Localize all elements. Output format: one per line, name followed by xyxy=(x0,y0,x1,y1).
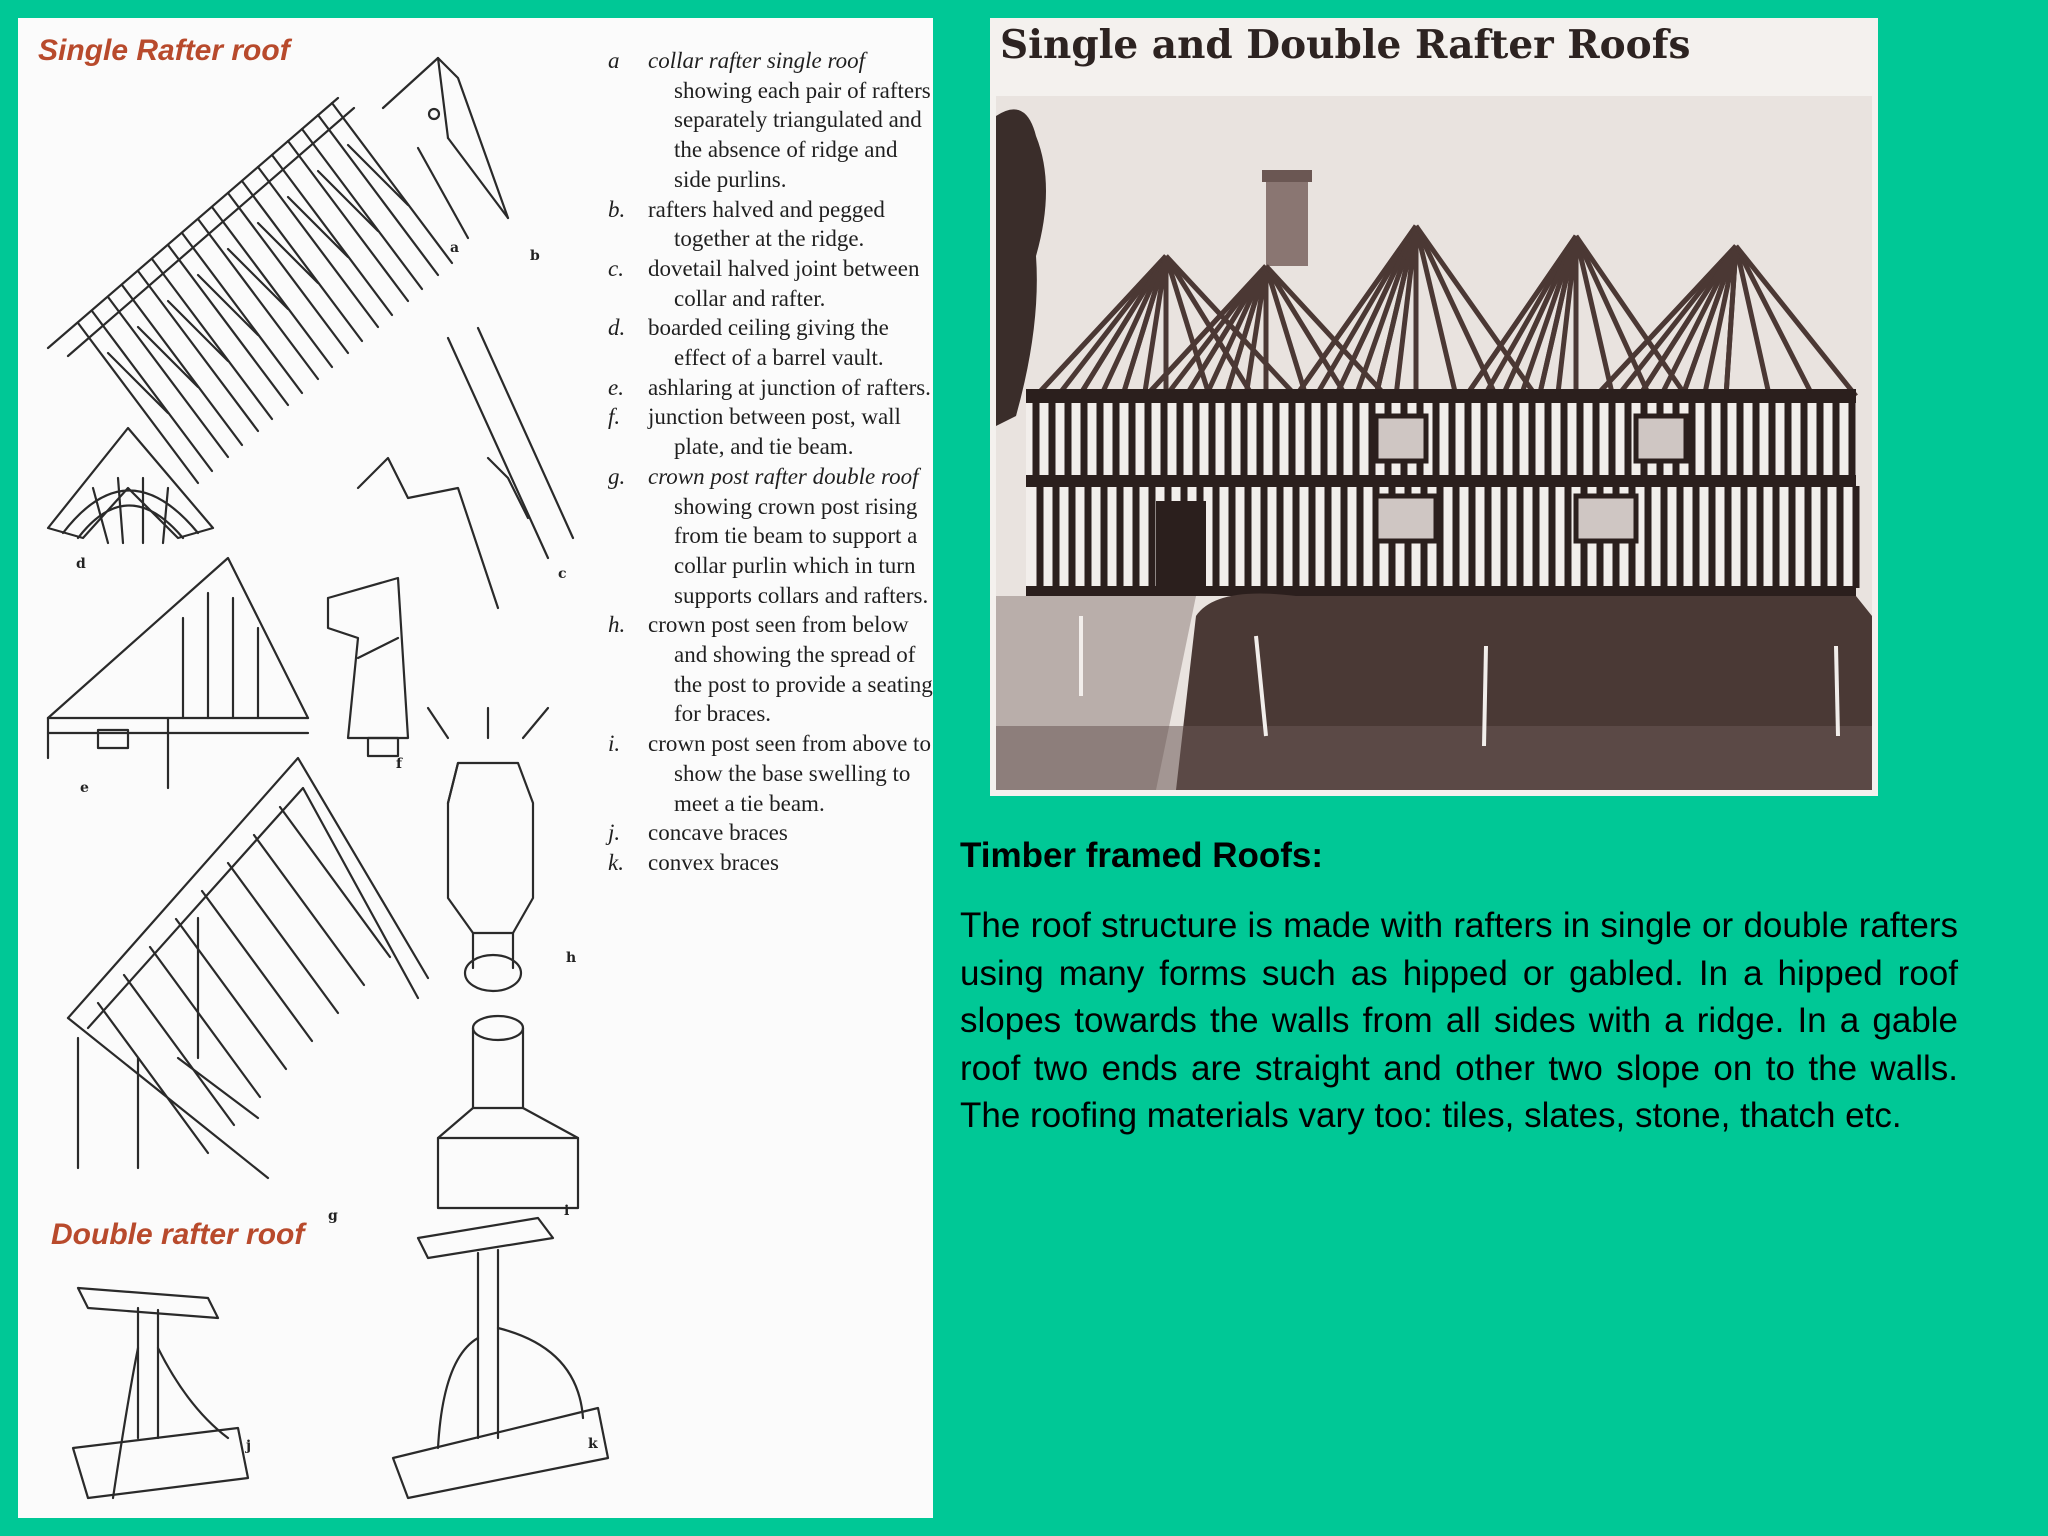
legend-key: k. xyxy=(608,849,624,875)
figure-letter-c: c xyxy=(558,566,567,582)
legend-description: convex braces xyxy=(648,849,779,875)
figure-d-boarded-ceiling xyxy=(48,428,213,543)
legend-text xyxy=(648,46,933,195)
legend-item xyxy=(608,610,933,729)
figure-k-convex-braces xyxy=(393,1218,608,1498)
section-title: Timber framed Roofs: xyxy=(960,836,1324,875)
window xyxy=(1636,416,1686,461)
legend-text xyxy=(648,195,933,254)
photo-frame xyxy=(990,18,1878,796)
legend-item xyxy=(608,373,933,403)
figure-e-ashlaring xyxy=(48,558,308,788)
timber-house-photo xyxy=(996,96,1872,790)
legend-description: showing each pair of rafters separately triangulated and the absence of ridge and side purlins. xyxy=(674,77,931,192)
chimney xyxy=(1266,176,1308,266)
figure-f-post-junction xyxy=(328,578,408,756)
single-rafter-roof-heading: Single Rafter roof xyxy=(38,34,290,67)
legend-text xyxy=(648,729,933,818)
window xyxy=(1376,416,1426,461)
legend-key: g. xyxy=(608,463,626,489)
legend-description: rafters halved and pegged together at the ridge. xyxy=(648,196,885,252)
legend-item xyxy=(608,313,933,372)
figure-g-crown-post-roof xyxy=(68,758,428,1178)
figure-letter-e: e xyxy=(80,780,89,796)
figure-letter-j: j xyxy=(246,1438,252,1454)
legend-text xyxy=(648,610,933,729)
legend-description: showing crown post rising from tie beam to support a collar purlin which in turn supports collars and rafters. xyxy=(674,493,929,608)
window xyxy=(1576,496,1636,541)
figure-letter-k: k xyxy=(588,1436,598,1452)
photo-title: Single and Double Rafter Roofs xyxy=(1000,22,1691,68)
legend-description: crown post seen from above to show the base swelling to meet a tie beam. xyxy=(648,731,931,816)
legend-key: e. xyxy=(608,374,624,400)
figure-letter-h: h xyxy=(566,950,577,966)
figure-letter-i: i xyxy=(564,1203,570,1219)
figure-a-collar-rafter-roof xyxy=(48,98,452,483)
legend-emphasis: collar rafter single roof xyxy=(648,48,866,73)
legend-text xyxy=(648,313,933,372)
rafter-illustration-plate xyxy=(18,18,933,1518)
legend-key: d. xyxy=(608,315,626,341)
figure-legend xyxy=(608,46,933,878)
legend-description: crown post seen from below and showing the spread of the post to provide a seating for braces. xyxy=(648,612,933,727)
legend-key: j. xyxy=(608,820,621,846)
figure-j-concave-braces xyxy=(73,1288,248,1498)
legend-text xyxy=(648,373,933,403)
legend-item xyxy=(608,818,933,848)
legend-item xyxy=(608,729,933,818)
legend-key: i. xyxy=(608,731,621,757)
legend-description: junction between post, wall plate, and tie beam. xyxy=(648,404,901,460)
description-section xyxy=(960,834,1958,1140)
figure-letter-g: g xyxy=(328,1208,338,1224)
window xyxy=(1376,496,1436,541)
legend-item xyxy=(608,462,933,611)
legend-emphasis: crown post rafter double roof xyxy=(648,463,919,489)
legend-key: a xyxy=(608,48,620,73)
legend-key: b. xyxy=(608,196,626,222)
legend-text xyxy=(648,462,933,611)
legend-text xyxy=(648,402,933,461)
legend-text xyxy=(648,818,933,848)
legend-item xyxy=(608,195,933,254)
figure-h-crown-post-below xyxy=(428,708,548,991)
legend-description: ashlaring at junction of rafters. xyxy=(648,374,931,400)
legend-item xyxy=(608,848,933,878)
legend-item xyxy=(608,254,933,313)
double-rafter-roof-heading: Double rafter roof xyxy=(51,1218,305,1251)
legend-key: h. xyxy=(608,612,626,638)
legend-key: c. xyxy=(608,255,624,281)
figure-i-crown-post-above xyxy=(438,1016,578,1208)
legend-text xyxy=(648,254,933,313)
figure-b-ridge-joint xyxy=(383,58,508,238)
legend-description: dovetail halved joint between collar and rafter. xyxy=(648,255,920,311)
figure-letter-a: a xyxy=(450,240,460,256)
figure-letter-d: d xyxy=(76,556,86,572)
body-paragraph: The roof structure is made with rafters in single or double rafters using many forms such as hipped or gabled. In a hipped roof slopes towards the walls from all sides with a ridge. In a gable roof two ends are straight and other two slope on to the walls. The roofing materials vary too: tiles, slates, stone, thatch etc. xyxy=(960,906,1958,1135)
figure-letter-f: f xyxy=(396,756,403,772)
figure-c-dovetail-joint xyxy=(358,328,573,608)
legend-item xyxy=(608,46,933,195)
legend-description: boarded ceiling giving the effect of a barrel vault. xyxy=(648,315,889,371)
door xyxy=(1156,501,1206,591)
legend-text xyxy=(648,848,933,878)
legend-item xyxy=(608,402,933,461)
figure-letter-b: b xyxy=(530,248,540,264)
legend-description: concave braces xyxy=(648,820,788,846)
legend-key: f. xyxy=(608,404,621,430)
